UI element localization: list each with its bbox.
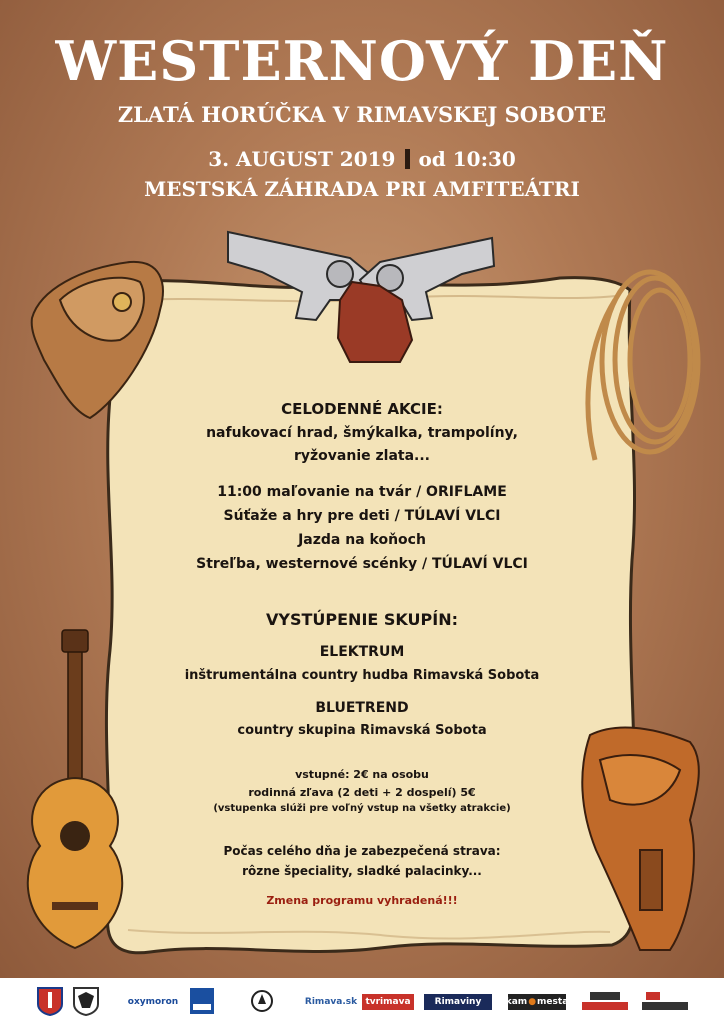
fee-line-3: (vstupenka slúži pre voľný vstup na všetky atrakcie) xyxy=(213,803,511,814)
bands-heading: VYSTÚPENIE SKUPÍN: xyxy=(266,610,458,629)
activity-1: 11:00 maľovanie na tvár / ORIFLAME xyxy=(217,484,507,500)
newspaper-logo-icon xyxy=(582,990,628,1014)
band-2-description: country skupina Rimavská Sobota xyxy=(237,723,487,738)
event-subtitle: ZLATÁ HORÚČKA V RIMAVSKEJ SOBOTE xyxy=(117,102,607,127)
coat-of-arms-icon xyxy=(36,986,64,1016)
day-heading: CELODENNÉ AKCIE: xyxy=(281,400,443,418)
eagle-crest-icon xyxy=(72,986,100,1016)
sponsor-mesta: mesta xyxy=(537,997,569,1007)
do-icon: ● xyxy=(528,997,537,1007)
band-2-name: BLUETREND xyxy=(315,700,409,716)
cultural-center-logo-icon xyxy=(190,988,214,1014)
activity-2: Súťaže a hry pre deti / TÚLAVÍ VLCI xyxy=(223,508,501,524)
program-block xyxy=(150,0,574,978)
activity-4: Streľba, westernové scénky / TÚLAVÍ VLCI xyxy=(196,556,528,572)
sponsor-tvrimava: tvrimava xyxy=(362,994,414,1010)
sponsor-kam: kam xyxy=(505,997,528,1007)
event-time: od 10:30 xyxy=(418,147,516,171)
food-line-2: rôzne špeciality, sladké palacinky... xyxy=(242,864,482,878)
day-line-1: nafukovací hrad, šmýkalka, trampolíny, xyxy=(206,425,518,441)
sponsor-kam-do-mesta xyxy=(505,994,569,1010)
sponsor-oxymoron: oxymoron xyxy=(127,997,179,1007)
activity-3: Jazda na koňoch xyxy=(298,532,426,548)
town-seal-icon xyxy=(250,984,274,1018)
event-date: 3. AUGUST 2019 xyxy=(208,147,396,171)
notice: Zmena programu vyhradená!!! xyxy=(266,894,458,907)
fee-line-1: vstupné: 2€ na osobu xyxy=(295,768,429,781)
media-logo-icon xyxy=(642,990,688,1014)
day-line-2: ryžovanie zlata... xyxy=(294,448,430,464)
food-line-1: Počas celého dňa je zabezpečená strava: xyxy=(223,844,501,858)
band-1-name: ELEKTRUM xyxy=(319,644,405,660)
sponsor-footer xyxy=(0,978,724,1024)
band-1-description: inštrumentálna country hudba Rimavská Sobota xyxy=(184,668,540,683)
page-title: WESTERNOVÝ DEŇ xyxy=(55,29,669,93)
event-venue: MESTSKÁ ZÁHRADA PRI AMFITEÁTRI xyxy=(144,177,580,201)
fee-line-2: rodinná zľava (2 deti + 2 dospelí) 5€ xyxy=(248,786,476,799)
sponsor-rimava-sk: Rimava.sk xyxy=(304,997,358,1007)
sponsor-rimaviny: Rimaviny xyxy=(424,994,492,1010)
